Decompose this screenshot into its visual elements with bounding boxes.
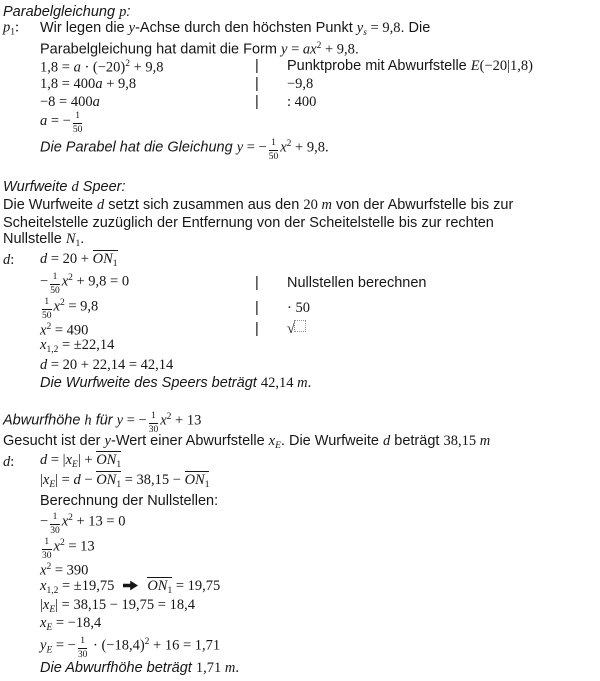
subscript: E: [46, 645, 53, 656]
document-line: [3, 75, 600, 93]
math-run: + 9,8: [129, 59, 164, 76]
document-line: [3, 338, 600, 356]
italic-text-run: :: [126, 4, 131, 20]
math-variable: x: [53, 298, 60, 315]
superscript: 2: [166, 412, 172, 422]
math-run: = 20 +: [47, 251, 93, 268]
math-variable: m: [224, 660, 236, 676]
document-line: [3, 374, 600, 392]
fraction-denominator: 30: [148, 424, 159, 435]
math-run: −9,8: [287, 76, 314, 92]
math-variable: ON: [92, 251, 113, 268]
fraction: [73, 112, 83, 135]
document-line: [3, 616, 600, 634]
text-run: Berechnung der Nullstellen:: [40, 493, 219, 509]
math-variable: x: [160, 412, 167, 429]
math-run: −: [40, 513, 49, 530]
math-run: = 490: [51, 322, 89, 339]
italic-text-run: Abwurfhöhe: [3, 412, 85, 429]
line-content: [40, 356, 173, 374]
document-line: [3, 434, 600, 452]
math-run: + 13 = 0: [72, 513, 126, 530]
document-line: [3, 57, 600, 75]
math-variable: x: [42, 471, 50, 488]
math-variable: E: [470, 58, 480, 74]
subscript: 1,2: [46, 585, 59, 596]
math-variable: x: [65, 451, 73, 468]
math-run: = −: [243, 139, 267, 156]
line-content: [40, 75, 136, 93]
line-content: [40, 492, 218, 510]
fraction: [50, 273, 60, 296]
text-run: beträgt: [390, 432, 444, 449]
radicand-placeholder-box: [294, 320, 306, 332]
operation-annotation: [287, 299, 310, 317]
italic-text-run: Parabelgleichung: [3, 4, 120, 20]
math-run: 1,8 =: [40, 59, 74, 76]
subscript: E: [72, 459, 78, 470]
math-variable: a: [95, 76, 103, 92]
line-content: [40, 112, 84, 136]
subscript: E: [49, 604, 56, 615]
section-abwurfhoehe-h: [3, 409, 600, 677]
math-run: :: [10, 454, 15, 470]
math-variable: a: [92, 94, 100, 110]
document-line: [3, 232, 600, 250]
superscript: 2: [316, 41, 322, 52]
math-variable: x: [268, 432, 276, 449]
math-run: = 9,8: [366, 19, 401, 36]
subscript: E: [275, 440, 281, 451]
overline-group: [93, 250, 118, 270]
math-variable: d: [97, 197, 105, 213]
math-variable: x: [280, 139, 287, 156]
fraction-numerator: 1: [73, 112, 83, 124]
math-run: · (−20): [80, 59, 126, 76]
fraction-denominator: 30: [50, 525, 60, 536]
subscript: 1: [75, 238, 81, 249]
subscript: 1: [116, 479, 122, 490]
document-line: [3, 492, 600, 510]
math-run: −: [80, 471, 97, 488]
document-line: [3, 136, 600, 161]
fraction-numerator: 1: [42, 538, 52, 550]
math-variable: d: [3, 454, 11, 470]
section-parabelgleichung-p: [3, 3, 600, 161]
math-run: = 19,75: [172, 577, 221, 594]
line-content: [40, 659, 239, 677]
document-line: [3, 356, 600, 374]
math-variable: y: [236, 139, 244, 156]
math-run: = ±22,14: [58, 336, 115, 353]
math-run: + 9,8 = 0: [72, 273, 130, 290]
step-label: [3, 251, 14, 269]
math-run: · (−18,4): [89, 637, 145, 654]
math-run: (−20|1,8): [479, 58, 533, 74]
fraction-numerator: 1: [78, 637, 88, 649]
document-line: [3, 634, 600, 659]
math-variable: x: [40, 322, 47, 339]
math-variable: p: [119, 4, 127, 20]
line-content: [40, 294, 98, 321]
document-line: [3, 214, 600, 232]
math-variable: ON: [96, 451, 117, 468]
fraction-numerator: 1: [50, 513, 60, 525]
math-run: 1,8 = 400: [40, 76, 96, 92]
text-run: Gesucht ist der: [3, 432, 105, 449]
superscript: 2: [46, 562, 52, 573]
superscript: 2: [144, 637, 150, 647]
superscript: 2: [68, 513, 73, 523]
overline-group: [96, 471, 121, 491]
fraction-denominator: 50: [50, 285, 60, 296]
arrow-right-icon: [123, 577, 138, 595]
superscript: 2: [125, 59, 130, 70]
text-run: .: [80, 230, 85, 247]
math-run: = 390: [51, 562, 89, 579]
math-run: |: [40, 596, 43, 613]
math-variable: d: [71, 179, 79, 195]
math-run: = |: [47, 451, 66, 468]
italic-text-run: Die Wurfweite des Speers beträgt: [40, 375, 261, 391]
math-run: 38,15: [443, 432, 480, 449]
sqrt-icon: √: [287, 321, 306, 337]
math-variable: y: [116, 412, 124, 429]
math-run: |: [40, 471, 43, 488]
math-run: .: [307, 375, 312, 391]
math-variable: a: [40, 112, 48, 129]
line-content: [3, 196, 513, 214]
math-run: = 13: [64, 538, 95, 555]
fraction: [50, 513, 60, 536]
subscript: 1: [167, 585, 173, 596]
text-run: Nullstelle: [3, 230, 66, 247]
document-line: [3, 452, 600, 472]
math-run: · 50: [287, 299, 310, 316]
math-variable: x: [40, 562, 47, 579]
italic-text-run: Die Parabel hat die Gleichung: [40, 139, 237, 156]
math-variable: x: [40, 577, 47, 594]
line-content: [40, 269, 129, 296]
math-variable: ON: [96, 471, 117, 488]
math-run: = ±19,75: [58, 577, 115, 594]
math-run: :: [15, 19, 20, 36]
fraction: [269, 139, 279, 162]
text-run: .: [354, 41, 359, 58]
text-run: Die Wurfweite: [3, 197, 98, 213]
superscript: 2: [59, 298, 65, 308]
math-variable: x: [40, 614, 47, 631]
overline-group: [96, 451, 121, 471]
math-variable: y: [40, 637, 47, 654]
italic-text-run: Wurfweite: [3, 179, 72, 195]
math-run: + 9,8.: [291, 139, 329, 156]
fraction: [78, 637, 88, 660]
subscript: 1: [112, 259, 118, 270]
math-variable: x: [42, 596, 50, 613]
math-variable: y: [128, 19, 136, 36]
fraction-numerator: 1: [42, 298, 52, 310]
line-content: [40, 374, 311, 392]
subscript: 1: [10, 27, 15, 38]
document-line: [3, 472, 600, 492]
math-variable: a: [73, 59, 81, 76]
condition-divider: |: [255, 76, 259, 92]
math-variable: m: [321, 197, 332, 213]
text-run: Wir legen die: [40, 19, 129, 36]
italic-text-run: für: [91, 412, 117, 429]
math-run: −8 = 400: [40, 94, 93, 110]
text-run: von der Abwurfstelle bis zur: [331, 197, 514, 213]
superscript: 2: [286, 139, 292, 149]
section-wurfweite-d-speer: [3, 178, 600, 392]
math-variable: d: [73, 471, 81, 488]
math-variable: d: [40, 357, 48, 373]
overline-group: [185, 471, 210, 491]
document-line: [3, 560, 600, 578]
text-run: . Die Wurfweite: [280, 432, 383, 449]
math-variable: d: [3, 252, 11, 268]
math-variable: m: [297, 375, 308, 391]
math-variable: d: [40, 451, 48, 468]
step-label: [3, 453, 14, 471]
line-content: [40, 471, 209, 494]
math-variable: x: [61, 513, 69, 530]
math-variable: y: [356, 19, 364, 36]
math-variable: N: [65, 230, 76, 247]
math-run: =: [287, 41, 303, 58]
math-run: .: [235, 660, 239, 676]
math-variable: d: [40, 251, 48, 268]
fraction-denominator: 50: [268, 151, 279, 162]
math-variable: y: [281, 41, 288, 58]
fraction-numerator: 1: [149, 412, 159, 424]
math-variable: m: [479, 432, 491, 449]
math-run: 20: [303, 197, 322, 213]
document-line: [3, 111, 600, 136]
line-content: [40, 55, 164, 77]
math-variable: p: [3, 19, 11, 36]
document-line: [3, 535, 600, 560]
line-content: [40, 633, 220, 660]
subscript: E: [46, 622, 53, 633]
text-run: setzt sich zusammen aus den: [104, 197, 304, 213]
condition-divider: |: [255, 58, 259, 74]
fraction-denominator: 50: [42, 310, 52, 321]
math-run: = −: [52, 637, 76, 654]
superscript: 2: [68, 273, 73, 283]
document-line: [3, 178, 600, 196]
fraction-denominator: 30: [42, 550, 52, 561]
document-line: [3, 250, 600, 270]
math-run: 42,14: [260, 375, 298, 391]
superscript: 2: [59, 538, 65, 548]
math-run: = 38,15 −: [121, 471, 185, 488]
condition-divider: |: [255, 94, 259, 110]
math-variable: y: [104, 432, 111, 449]
document-line: [3, 270, 600, 295]
subscript: 1: [204, 479, 210, 490]
math-run: + 9,8: [321, 41, 355, 58]
math-variable: ON: [147, 577, 168, 594]
math-run: −: [40, 273, 49, 290]
text-run: -Achse durch den höchsten Punkt: [135, 19, 357, 36]
math-run: + 9,8: [102, 76, 137, 92]
condition-divider: |: [255, 321, 259, 337]
text-run: . Die: [400, 19, 431, 36]
document-line: [3, 659, 600, 677]
math-variable: x: [53, 538, 60, 555]
line-content: [40, 93, 100, 111]
operation-annotation: [287, 75, 313, 93]
math-run: | =: [55, 471, 74, 488]
math-run: + 16 = 1,71: [149, 637, 221, 654]
math-run: = −18,4: [52, 614, 102, 631]
fraction-numerator: 1: [269, 139, 279, 151]
math-variable: h: [84, 412, 92, 429]
line-content: [40, 135, 329, 162]
text-run: Parabelgleichung hat damit die Form: [40, 41, 281, 58]
math-run: = 9,8: [64, 298, 99, 315]
text-run: -Wert einer Abwurfstelle: [110, 432, 269, 449]
math-variable: ON: [184, 471, 205, 488]
math-run: | = 38,15 − 19,75 = 18,4: [55, 596, 195, 613]
subscript: 1: [116, 459, 122, 470]
superscript: 2: [46, 322, 52, 333]
operation-annotation: [287, 93, 316, 111]
document-line: [3, 295, 600, 320]
line-content: [40, 509, 125, 536]
line-content: [40, 250, 118, 270]
document-line: [3, 409, 600, 434]
document-line: [3, 196, 600, 214]
math-run: 1,71: [195, 660, 225, 676]
math-variable: x: [61, 273, 69, 290]
math-run: | +: [77, 451, 97, 468]
math-run: = −: [47, 112, 71, 129]
subscript: E: [49, 479, 56, 490]
text-run: Nullstellen berechnen: [287, 274, 427, 291]
text-run: Punktprobe mit Abwurfstelle: [287, 58, 471, 74]
math-run: :: [10, 252, 15, 268]
math-run: : 400: [287, 94, 317, 110]
text-run: Scheitelstelle zuzüglich der Entfernung von der Scheitelstelle bis zur rechten: [3, 215, 494, 231]
subscript: 1,2: [46, 344, 59, 355]
math-run: + 13: [171, 412, 202, 429]
line-content: [3, 178, 126, 196]
subscript: s: [363, 27, 367, 38]
math-run: = −: [123, 412, 147, 429]
math-variable: d: [383, 432, 391, 449]
condition-divider: |: [255, 274, 259, 291]
fraction-denominator: 50: [72, 124, 83, 135]
math-variable: ax: [302, 41, 317, 58]
operation-annotation: [287, 274, 426, 292]
italic-text-run: Die Abwurfhöhe beträgt: [40, 660, 196, 676]
document-line: [3, 510, 600, 535]
math-variable: x: [40, 336, 47, 353]
operation-annotation: [287, 57, 533, 75]
line-content: [40, 534, 95, 561]
operation-annotation: [287, 320, 306, 338]
math-run: = 20 + 22,14 = 42,14: [47, 357, 174, 373]
fraction-numerator: 1: [50, 273, 60, 285]
condition-divider: |: [255, 299, 259, 316]
overline-group: [147, 577, 172, 597]
fraction-denominator: 30: [77, 649, 88, 660]
italic-text-run: Speer:: [78, 179, 126, 195]
document-line: [3, 93, 600, 111]
